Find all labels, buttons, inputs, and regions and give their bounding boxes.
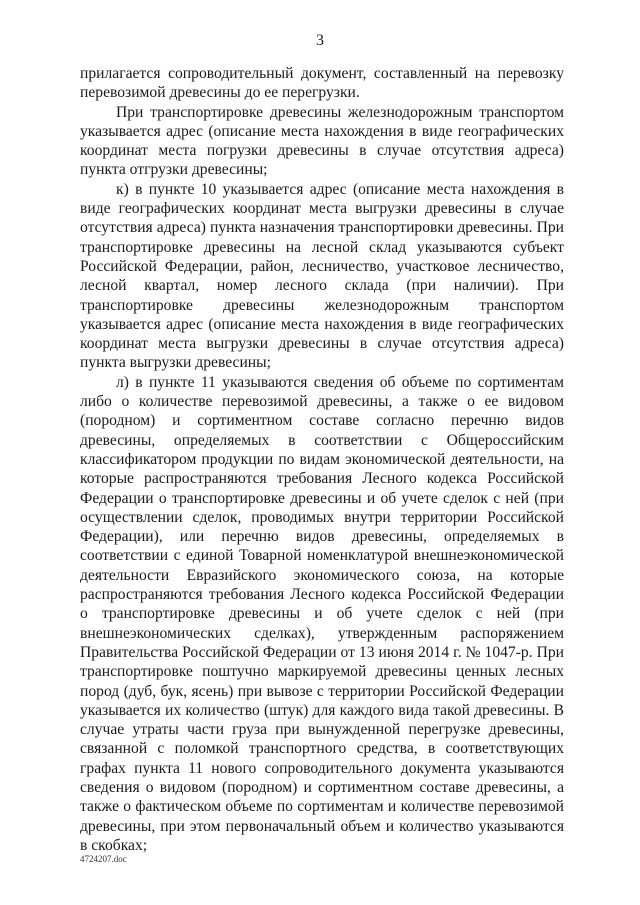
document-body xyxy=(80,64,564,855)
document-filename: 4724207.doc xyxy=(80,854,127,864)
paragraph-railway-loading: При транспортировке древесины железнодорожным транспортом указывается адрес (описание места нахождения в виде географических координат места погрузки древесины в случае отсутствия адреса) пункта отгрузки древесины; xyxy=(80,103,564,179)
paragraph-item-l: л) в пункте 11 указываются сведения об объеме по сортиментам либо о количестве перевозимой древесины, а также о ее видовом (породном) и сортиментном составе согласно перечню видов древесины, определяемых в соответствии с Общероссийским классификатором продукции по видам экономической деятельности, на которые распространяются требования Лесного кодекса Российской Федерации о транспортировке древесины и об учете сделок с ней (при осуществлении сделок, проводимых внутри территории Российской Федерации), или перечню видов древесины, определяемых в соответствии с единой Товарной номенклатурой внешнеэкономической деятельности Евразийского экономического союза, на которые распространяются требования Лесного кодекса Российской Федерации о транспортировке древесины и об учете сделок с ней (при внешнеэкономических сделках), утвержденным распоряжением Правительства Российской Федерации от 13 июня 2014 г. № 1047-р. При транспортировке поштучно маркируемой древесины ценных лесных пород (дуб, бук, ясень) при вывозе с территории Российской Федерации указывается их количество (штук) для каждого вида такой древесины. В случае утраты части груза при вынужденной перегрузке древесины, связанной с поломкой транспортного средства, в соответствующих графах пункта 11 нового сопроводительного документа указываются сведения о видовом (породном) и сортиментном составе древесины, а также о фактическом объеме по сортиментам и количестве перевозимой древесины, при этом первоначальный объем и количество указываются в скобках; xyxy=(80,373,564,854)
paragraph-continuation: прилагается сопроводительный документ, составленный на перевозку перевозимой древесины до ее перегрузки. xyxy=(80,65,564,102)
page-number: 3 xyxy=(316,32,324,49)
paragraph-item-k: к) в пункте 10 указывается адрес (описание места нахождения в виде географических координат места выгрузки древесины в случае отсутствия адреса) пункта назначения транспортировки древесины. При транспортировке древесины на лесной склад указываются субъект Российской Федерации, район, лесничество, участковое лесничество, лесной квартал, номер лесного склада (при наличии). При транспортировке древесины железнодорожным транспортом указывается адрес (описание места нахождения в виде географических координат места выгрузки древесины в случае отсутствия адреса) пункта выгрузки древесины; xyxy=(80,180,564,372)
